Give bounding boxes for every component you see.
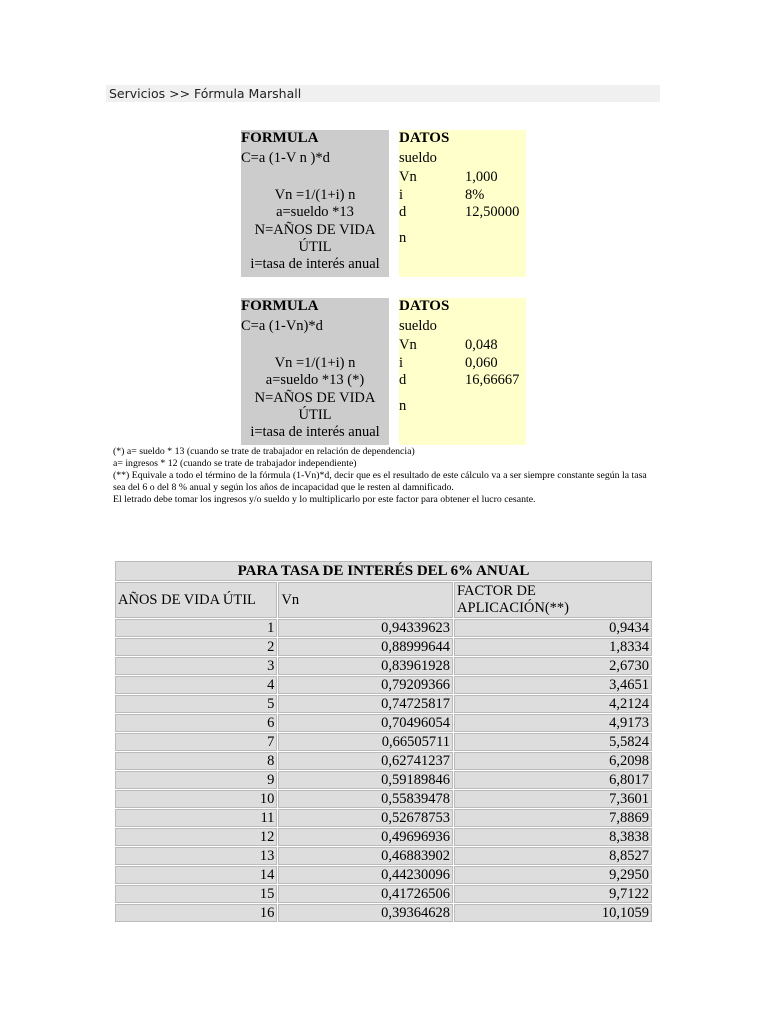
datos-panel <box>399 298 526 445</box>
table-row <box>115 619 652 637</box>
formula-vn: Vn =1/(1+i) n <box>274 354 356 371</box>
datos-var-vn: Vn 0,048 <box>399 337 498 353</box>
cell-factor: 4,2124 <box>454 695 652 713</box>
datos-var-d: d 16,66667 <box>399 372 520 388</box>
datos-heading: DATOS <box>399 298 450 314</box>
formula-expression: C=a (1-Vn)*d <box>241 318 323 334</box>
table-row <box>115 638 652 656</box>
cell-factor: 6,2098 <box>454 752 652 770</box>
cell-factor: 7,3601 <box>454 790 652 808</box>
formula-vn: Vn =1/(1+i) n <box>274 186 356 203</box>
cell-factor: 9,2950 <box>454 866 652 884</box>
cell-vn: 0,83961928 <box>278 657 453 675</box>
formula-a: a=sueldo *13 (*) <box>265 372 365 388</box>
cell-factor: 0,9434 <box>454 619 652 637</box>
datos-var-n: n <box>399 230 407 246</box>
formula-heading: FORMULA <box>241 298 319 314</box>
cell-years: 14 <box>115 866 277 884</box>
table-row <box>115 828 652 846</box>
cell-years: 12 <box>115 828 277 846</box>
cell-factor: 8,3838 <box>454 828 652 846</box>
formula-n-line1: N=AÑOS DE VIDA <box>254 221 376 238</box>
datos-var-i: i 0,060 <box>399 354 498 371</box>
cell-years: 6 <box>115 714 277 732</box>
cell-vn: 0,66505711 <box>278 733 453 751</box>
breadcrumb[interactable]: Servicios >> Fórmula Marshall <box>106 85 660 102</box>
cell-vn: 0,49696936 <box>278 828 453 846</box>
note-1: (*) a= sueldo * 13 (cuando se trate de trabajador en relación de dependencia) <box>113 446 415 457</box>
cell-vn: 0,52678753 <box>278 809 453 827</box>
cell-vn: 0,62741237 <box>278 752 453 770</box>
table-header-row <box>115 582 652 618</box>
formula-n-line1: N=AÑOS DE VIDA <box>254 389 376 406</box>
table-row <box>115 752 652 770</box>
table-row <box>115 866 652 884</box>
formula-box-1 <box>241 130 526 277</box>
cell-years: 3 <box>115 657 277 675</box>
table-row <box>115 695 652 713</box>
formula-expression: C=a (1-V n )*d <box>241 150 330 166</box>
cell-factor: 9,7122 <box>454 885 652 903</box>
table-row <box>115 790 652 808</box>
datos-var-n: n <box>399 398 407 414</box>
formula-panel <box>241 298 389 445</box>
cell-years: 4 <box>115 676 277 694</box>
header-factor: FACTOR DE APLICACIÓN(**) <box>454 582 652 618</box>
table-row <box>115 657 652 675</box>
interest-rate-table <box>114 560 653 923</box>
table-row <box>115 847 652 865</box>
formula-panel <box>241 130 389 277</box>
cell-factor: 6,8017 <box>454 771 652 789</box>
cell-years: 7 <box>115 733 277 751</box>
cell-factor: 10,1059 <box>454 904 652 922</box>
header-vn: Vn <box>278 582 453 618</box>
datos-heading: DATOS <box>399 130 450 146</box>
cell-vn: 0,39364628 <box>278 904 453 922</box>
cell-years: 9 <box>115 771 277 789</box>
cell-vn: 0,94339623 <box>278 619 453 637</box>
table-title-row <box>115 561 652 581</box>
note-3: (**) Equivale a todo el término de la fórmula (1-Vn)*d, decir que es el resultado de este cálculo va a ser siempre constante según la tasa sea del 6 o del 8 % anual y según los años de incapacidad que le resten al damnificado. <box>113 470 647 493</box>
formula-a: a=sueldo *13 <box>276 204 354 220</box>
cell-vn: 0,46883902 <box>278 847 453 865</box>
cell-years: 1 <box>115 619 277 637</box>
cell-vn: 0,74725817 <box>278 695 453 713</box>
cell-factor: 8,8527 <box>454 847 652 865</box>
formula-i: i=tasa de interés anual <box>250 423 380 440</box>
datos-var-d: d 12,50000 <box>399 204 520 220</box>
datos-var-i: i 8% <box>399 186 485 203</box>
cell-vn: 0,88999644 <box>278 638 453 656</box>
cell-years: 5 <box>115 695 277 713</box>
cell-years: 13 <box>115 847 277 865</box>
datos-var-vn: Vn 1,000 <box>399 169 498 185</box>
datos-sueldo: sueldo <box>399 318 437 334</box>
formula-box-2 <box>241 298 526 445</box>
note-2: a= ingresos * 12 (cuando se trate de trabajador independiente) <box>113 458 357 469</box>
formula-heading: FORMULA <box>241 130 319 146</box>
table-row <box>115 676 652 694</box>
cell-years: 11 <box>115 809 277 827</box>
table-row <box>115 885 652 903</box>
footnotes <box>113 446 658 506</box>
cell-vn: 0,41726506 <box>278 885 453 903</box>
cell-years: 2 <box>115 638 277 656</box>
table-row <box>115 809 652 827</box>
cell-factor: 7,8869 <box>454 809 652 827</box>
table-row <box>115 714 652 732</box>
formula-n-line2: ÚTIL <box>298 238 332 255</box>
cell-vn: 0,79209366 <box>278 676 453 694</box>
header-years: AÑOS DE VIDA ÚTIL <box>115 582 277 618</box>
table-row <box>115 733 652 751</box>
cell-factor: 1,8334 <box>454 638 652 656</box>
datos-sueldo: sueldo <box>399 150 437 166</box>
table-title: PARA TASA DE INTERÉS DEL 6% ANUAL <box>115 561 652 581</box>
table-row <box>115 904 652 922</box>
cell-factor: 3,4651 <box>454 676 652 694</box>
cell-factor: 4,9173 <box>454 714 652 732</box>
cell-vn: 0,70496054 <box>278 714 453 732</box>
cell-vn: 0,59189846 <box>278 771 453 789</box>
cell-years: 10 <box>115 790 277 808</box>
cell-factor: 5,5824 <box>454 733 652 751</box>
cell-vn: 0,44230096 <box>278 866 453 884</box>
cell-years: 15 <box>115 885 277 903</box>
note-4: El letrado debe tomar los ingresos y/o sueldo y lo multiplicarlo por este factor para obtener el lucro cesante. <box>113 494 536 505</box>
formula-n-line2: ÚTIL <box>298 406 332 423</box>
table-row <box>115 771 652 789</box>
cell-years: 8 <box>115 752 277 770</box>
cell-factor: 2,6730 <box>454 657 652 675</box>
formula-i: i=tasa de interés anual <box>250 255 380 272</box>
cell-years: 16 <box>115 904 277 922</box>
cell-vn: 0,55839478 <box>278 790 453 808</box>
datos-panel <box>399 130 526 277</box>
